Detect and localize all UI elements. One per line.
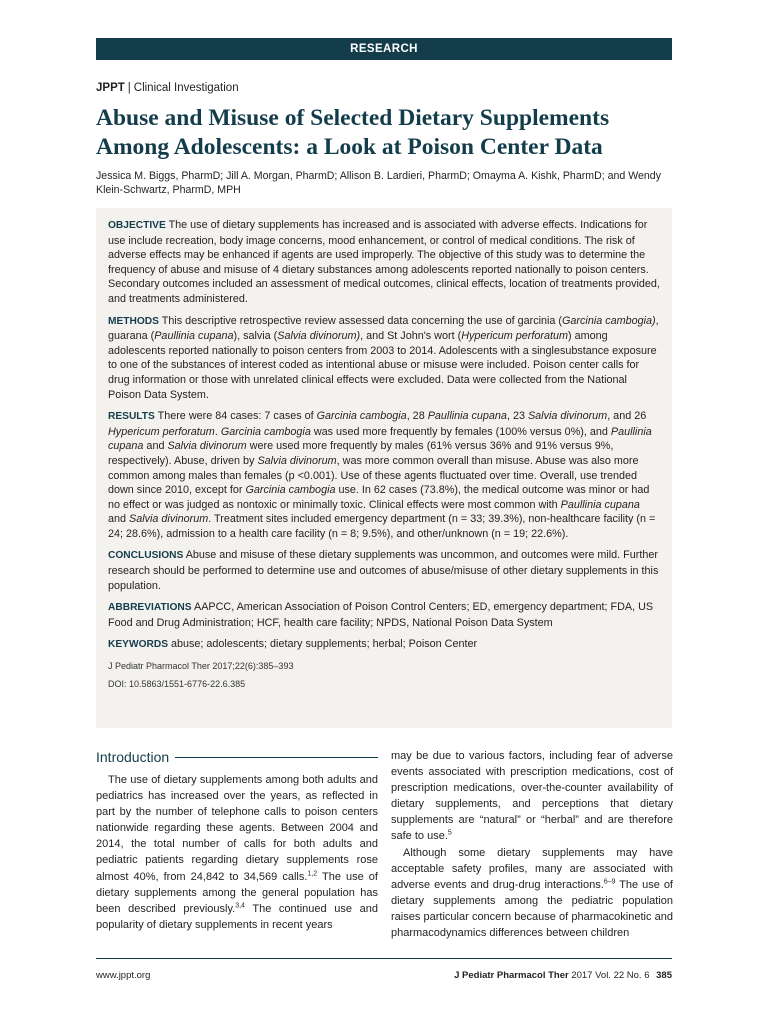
footer-website: www.jppt.org xyxy=(96,970,151,981)
species-name: Salvia divinorum xyxy=(129,513,209,526)
abstract-methods xyxy=(108,314,660,403)
section-banner: RESEARCH xyxy=(96,38,672,60)
journal-citation: J Pediatr Pharmacol Ther 2017;22(6):385–393 xyxy=(108,661,294,672)
introduction-heading xyxy=(96,748,378,766)
results-text: was used more frequently by females (100% versus 0%), and xyxy=(310,425,611,438)
footer-journal: J Pediatr Pharmacol Ther xyxy=(454,970,569,981)
species-name: Paullinia cupana xyxy=(427,410,507,423)
objective-label: OBJECTIVE xyxy=(108,220,166,231)
article-section: Clinical Investigation xyxy=(133,82,239,94)
methods-text: ), salvia ( xyxy=(233,330,278,343)
abbreviations-label: ABBREVIATIONS xyxy=(108,602,192,614)
paragraph-text: The use of dietary supplements among the pediatric population raises particular concern because of pharmacokinetic and pharmacodynamics differences between children xyxy=(391,878,673,940)
methods-text: , and St John's wort ( xyxy=(360,330,462,343)
doi: DOI: 10.5863/1551-6776-22.6.385 xyxy=(108,679,246,690)
conclusions-label: CONCLUSIONS xyxy=(108,550,184,562)
introduction-heading-text: Introduction xyxy=(96,748,170,765)
abstract-results xyxy=(108,409,660,541)
results-text: and xyxy=(143,440,168,453)
species-name: Salvia divinorum xyxy=(167,440,247,453)
article-kicker xyxy=(96,82,239,94)
results-text: , 23 xyxy=(506,410,528,423)
species-name: Garcinia cambogia xyxy=(245,484,336,497)
species-name: Salvia divinorum xyxy=(527,410,608,423)
footer-journal-info xyxy=(454,970,672,981)
footer-issue: 2017 Vol. 22 No. 6 xyxy=(571,970,650,981)
intro-paragraph-2 xyxy=(391,845,673,942)
species-name: Hypericum perforatum xyxy=(461,330,568,343)
intro-paragraph-1 xyxy=(96,772,378,933)
body-column-left xyxy=(96,748,378,933)
species-name: Garcinia cambogia) xyxy=(562,314,656,327)
objective-text: The use of dietary supplements has increased and is associated with adverse effects. Indications for use include recreation, body image concerns, mood enhancement, or control of medical conditions. The risk of adverse effects may be enhanced if agents are used improperly. The objective of this study was to determine the frequency of abuse and misuse of 4 dietary substances among adolescents reported nationally to poison centers. Secondary outcomes included an assessment of medical outcomes, clinical effects, location of treatments provided, and treatments administered. xyxy=(108,219,660,305)
paragraph-text: The continued use and popularity of dietary supplements in recent years xyxy=(96,902,378,931)
abstract-conclusions xyxy=(108,548,660,593)
paragraph-text: The use of dietary supplements among the general population has been described previously. xyxy=(96,870,378,915)
keywords-text: abuse; adolescents; dietary supplements; herbal; Poison Center xyxy=(171,638,478,651)
results-label: RESULTS xyxy=(108,411,155,423)
species-name: Paullinia cupana xyxy=(108,425,652,453)
paragraph-text: may be due to various factors, including fear of adverse events associated with prescription medications, cost of prescription medications, over-the-counter availability of dietary supplements, and perceptions that dietary supplements are “natural” or “herbal” and are therefore safe to use. xyxy=(391,750,673,843)
abstract-abbreviations xyxy=(108,600,660,630)
footer-rule xyxy=(96,958,672,959)
species-name: Paullinia cupana xyxy=(560,498,640,511)
methods-label: METHODS xyxy=(108,315,159,327)
abstract-keywords xyxy=(108,637,660,653)
citation-ref: 5 xyxy=(447,829,452,837)
species-name: Garcinia cambogia xyxy=(316,410,407,423)
species-name: Salvia divinorum) xyxy=(277,330,361,343)
page-number: 385 xyxy=(656,970,672,981)
keywords-label: KEYWORDS xyxy=(108,639,168,651)
conclusions-text: Abuse and misuse of these dietary supplements was uncommon, and outcomes were mild. Further research should be performed to determine use and outcomes of abuse/misuse of other dietary supplements in this population. xyxy=(108,549,659,592)
results-text: , 28 xyxy=(406,410,428,423)
author-list: Jessica M. Biggs, PharmD; Jill A. Morgan, PharmD; Allison B. Lardieri, PharmD; Omayma A. Kishk, PharmD; and Wendy Klein-Schwartz, PharmD, MPH xyxy=(96,170,662,196)
species-name: Paullinia cupana xyxy=(154,330,234,343)
abstract-box xyxy=(96,208,672,728)
kicker-separator: | xyxy=(127,82,131,94)
results-text: use. In 62 cases (73.8%), the medical outcome was minor or had no effect or was judged as nontoxic or minimally toxic. Clinical effects were most common with xyxy=(108,484,650,511)
species-name: Garcinia cambogia xyxy=(220,425,311,438)
species-name: Hypericum perforatum xyxy=(108,425,215,438)
paragraph-text: Although some dietary supplements may have acceptable safety profiles, many are associated with adverse events and drug-drug interactions. xyxy=(391,846,673,891)
methods-text: This descriptive retrospective review assessed data concerning the use of garcinia ( xyxy=(161,314,563,327)
abbreviations-text: AAPCC, American Association of Poison Control Centers; ED, emergency department; FDA, US Food and Drug Administration; HCF, health care facility; NPDS, National Poison Data System xyxy=(108,601,654,629)
results-text: and xyxy=(108,513,130,526)
results-text: . Treatment sites included emergency department (n = 33; 39.3%), non-healthcare facility (n = 24; 28.6%), admission to a health care facility (n = 8; 9.5%), and other/unknown (n = 19; 22.6%). xyxy=(108,513,656,540)
intro-paragraph-1-continued xyxy=(391,748,673,845)
paragraph-text: The use of dietary supplements among both adults and pediatrics has increased over the years, as reflected in part by the number of telephone calls to poison centers nationwide regarding these agents. Between 2004 and 2014, the total number of calls for both adults and pediatric patients regarding dietary supplements rose almost 40%, from 24,842 to 34,569 calls. xyxy=(96,774,378,883)
citation-ref: 6–9 xyxy=(603,878,616,886)
results-text: There were 84 cases: 7 cases of xyxy=(157,410,317,423)
journal-abbrev: JPPT xyxy=(96,82,125,94)
abstract-objective xyxy=(108,218,660,307)
results-text: . xyxy=(214,425,221,438)
methods-text: , guarana ( xyxy=(108,314,659,343)
methods-text: ) among adolescents reported nationally to poison centers from 2003 to 2014. Adolescents with a singlesubstance exposure to one of the substances of interest coded as intentional abuse or misuse were included. Poison center calls for drug information or those with unrelated clinical effects were excluded. Data were collected from the National Poison Data System. xyxy=(108,330,657,401)
results-text: , and 26 xyxy=(607,410,647,423)
species-name: Salvia divinorum xyxy=(257,454,337,467)
article-title: Abuse and Misuse of Selected Dietary Supplements Among Adolescents: a Look at Poison Center Data xyxy=(96,105,610,160)
results-text: were used more frequently by males (61% versus 36% and 91% versus 9%, respectively). Abuse, driven by xyxy=(108,440,614,467)
results-text: , was more common overall than misuse. Abuse was also more common among males than females (p <0.001). Use of these agents fluctuated over time. Overall, use trended down since 2010, except for xyxy=(108,454,639,497)
body-column-right xyxy=(391,748,673,941)
citation-ref: 3,4 xyxy=(235,902,245,910)
heading-rule xyxy=(175,757,378,758)
citation-ref: 1,2 xyxy=(307,869,318,877)
